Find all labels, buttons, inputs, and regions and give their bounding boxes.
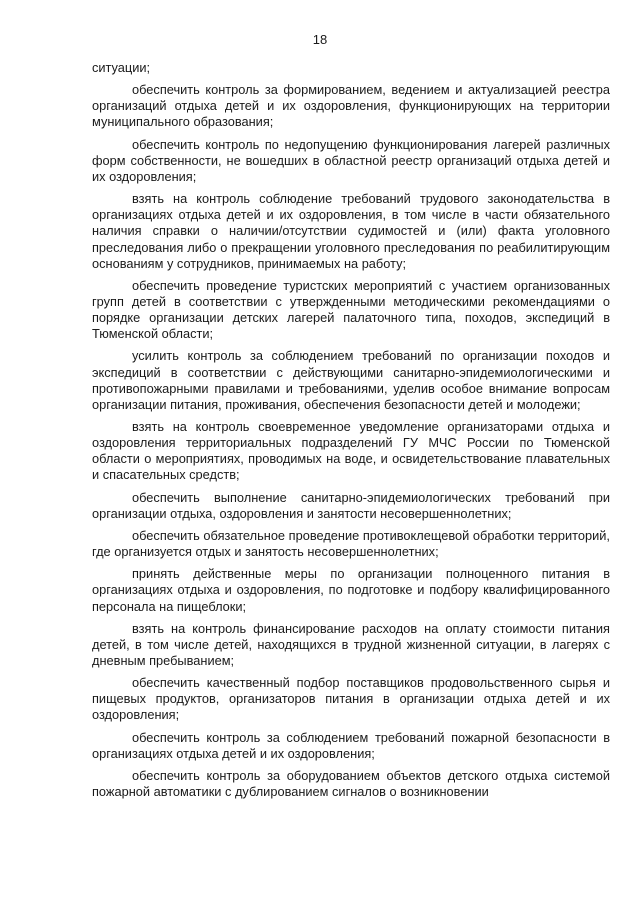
paragraph-continuation: ситуации;	[92, 60, 151, 75]
page-number: 18	[312, 32, 328, 47]
paragraph: обеспечить контроль за соблюдением требований пожарной безопасности в организациях отдыха детей и их оздоровления;	[92, 729, 610, 761]
paragraph: обеспечить качественный подбор поставщиков продовольственного сырья и пищевых продуктов, организаторов питания в организации отдыха детей и их оздоровления;	[92, 675, 610, 723]
paragraph: обеспечить обязательное проведение противоклещевой обработки территорий, где организуется отдых и занятость несовершеннолетних;	[92, 527, 610, 560]
paragraph: обеспечить выполнение санитарно-эпидемиологических требований при организации отдыха, оздоровления и занятости несовершеннолетних;	[92, 489, 610, 521]
paragraph: обеспечить проведение туристских мероприятий с участием организованных групп детей в соответствии с утвержденными методическими рекомендациями о порядке организации детских лагерей палаточного типа, походов, экспедиций в Тюменской области;	[92, 277, 610, 342]
paragraph: обеспечить контроль за оборудованием объектов детского отдыха системой пожарной автоматики с дублированием сигналов о возникновении	[92, 768, 610, 800]
paragraph: взять на контроль финансирование расходов на оплату стоимости питания детей, в том числе детей, находящихся в трудной жизненной ситуации, в лагерях с дневным пребыванием;	[92, 620, 610, 668]
body-text	[92, 60, 610, 806]
paragraph: усилить контроль за соблюдением требований по организации походов и экспедиций в соответствии с действующими санитарно-эпидемиологическими и противопожарными правилами и требованиями, уделив особое внимание вопросам организации питания, проживания, обеспечения безопасности детей и молодежи;	[92, 348, 610, 412]
paragraph: обеспечить контроль за формированием, ведением и актуализацией реестра организаций отдыха детей и их оздоровления, функционирующих на территории муниципального образования;	[92, 82, 610, 130]
paragraph: взять на контроль своевременное уведомление организаторами отдыха и оздоровления территориальных подразделений ГУ МЧС России по Тюменской области о мероприятиях, проводимых на воде, и освидетельствование плавательных и спасательных средств;	[92, 419, 610, 483]
paragraph: взять на контроль соблюдение требований трудового законодательства в организациях отдыха детей и их оздоровления, в том числе в части обязательного наличия справки о наличии/отсутствии судимостей и (или) факта уголовного преследования либо о прекращении уголовного преследования по реабилитирующим основаниям у сотрудников, принимаемых на работу;	[92, 191, 610, 271]
paragraph: принять действенные меры по организации полноценного питания в организациях отдыха и оздоровления, по подготовке и подбору квалифицированного персонала на пищеблоки;	[92, 566, 610, 614]
paragraph: обеспечить контроль по недопущению функционирования лагерей различных форм собственности, не вошедших в областной реестр организаций отдыха детей и их оздоровления;	[92, 136, 610, 184]
